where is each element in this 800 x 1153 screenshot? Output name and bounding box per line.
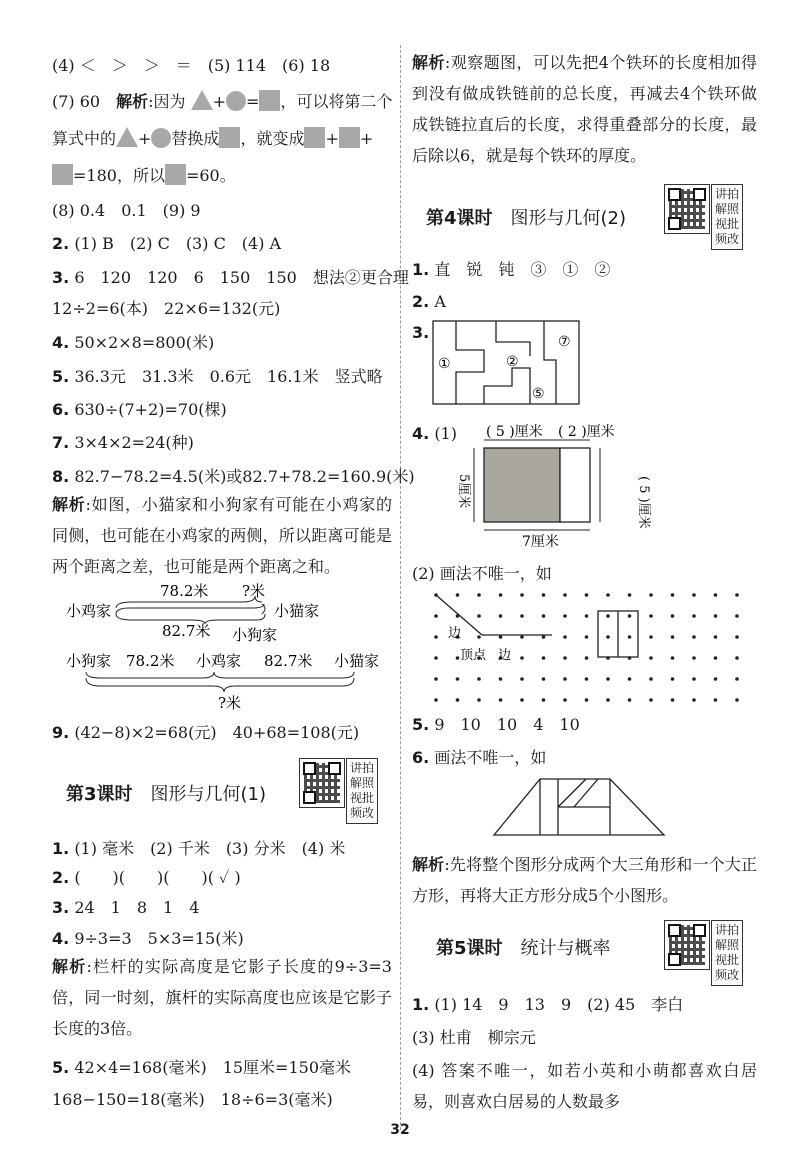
- qr-caption: 讲拍 解照 视批 频改: [711, 920, 743, 986]
- angle-label: 顶点: [460, 648, 487, 663]
- answer-line: (7) 60 解析:因为 + = ，可以将第二个: [52, 92, 393, 111]
- square-shape: [339, 127, 360, 148]
- fig1-label: 小狗家: [232, 626, 278, 644]
- grid-dot: [477, 677, 481, 681]
- answer-line: 3. 24 1 8 1 4: [52, 898, 200, 917]
- maze-label: ⑦: [558, 334, 571, 350]
- lesson-5-header: [412, 912, 757, 982]
- grid-dot: [649, 677, 653, 681]
- grid-dot: [477, 614, 481, 618]
- answer-line: 3.: [412, 323, 430, 342]
- dimension-label: ( 5 )厘米: [486, 424, 543, 440]
- distance-diagram-2: [52, 650, 392, 712]
- answer-line: 2. A: [412, 292, 446, 311]
- grid-dot: [563, 635, 567, 639]
- answer-line: 4. 50×2×8=800(米): [52, 333, 215, 352]
- square-shape: [52, 164, 73, 185]
- grid-dot: [499, 593, 503, 597]
- grid-dot: [520, 593, 524, 597]
- grid-dot: [735, 614, 739, 618]
- grid-dot: [499, 635, 503, 639]
- grid-dot: [520, 698, 524, 702]
- grid-dot: [563, 614, 567, 618]
- explanation: 解析:先将整个图形分成两个大三角形和一个大正方形，再将大正方形分成5个小图形。: [412, 855, 757, 905]
- grid-dot: [456, 677, 460, 681]
- answer-line: 5. 42×4=168(毫米) 15厘米=150毫米: [52, 1058, 351, 1077]
- grid-dot: [649, 698, 653, 702]
- grid-dot: [692, 635, 696, 639]
- triangle-shape: [191, 90, 213, 110]
- grid-dot: [735, 656, 739, 660]
- square-shape: [165, 164, 186, 185]
- answer-line: 5. 36.3元 31.3米 0.6元 16.1米 竖式略: [52, 367, 383, 386]
- grid-dot: [735, 698, 739, 702]
- grid-dot: [606, 698, 610, 702]
- answer-line: 4. 9÷3=3 5×3=15(米): [52, 929, 244, 948]
- grid-dot: [563, 593, 567, 597]
- column-divider: [400, 45, 401, 1130]
- grid-dot: [692, 698, 696, 702]
- distance-diagram-1: [52, 578, 392, 648]
- grid-dot: [671, 677, 675, 681]
- explanation: 解析:如图，小猫家和小狗家有可能在小鸡家的同侧，也可能在小鸡家的两侧，所以距离可能是两个距离之差，也可能是两个距离之和。: [52, 495, 392, 576]
- grid-dot: [499, 614, 503, 618]
- grid-dot: [520, 635, 524, 639]
- grid-dot: [499, 677, 503, 681]
- grid-dot: [434, 656, 438, 660]
- fig2-label: ?米: [218, 694, 242, 712]
- dimension-label: 7厘米: [522, 534, 559, 548]
- dot-grid-figure: [426, 587, 746, 707]
- answer-line: (3) 杜甫 柳宗元: [412, 1028, 536, 1047]
- grid-dot: [671, 593, 675, 597]
- answer-line: (8) 0.4 0.1 (9) 9: [52, 201, 201, 220]
- page-number: 32: [390, 1122, 410, 1138]
- grid-dot: [520, 677, 524, 681]
- grid-dot: [585, 635, 589, 639]
- grid-dot: [649, 635, 653, 639]
- answer-line: 9. (42−8)×2=68(元) 40+68=108(元): [52, 723, 360, 742]
- answer-line: 1. (1) 毫米 (2) 千米 (3) 分米 (4) 米: [52, 839, 346, 858]
- explanation: 解析:栏杆的实际高度是它影子长度的9÷3=3倍，同一时刻，旗杆的实际高度也应该是它影子长度的3倍。: [52, 957, 392, 1038]
- lesson-4-header: [412, 182, 757, 252]
- lesson-3-header: [52, 758, 392, 828]
- fig1-label: 小鸡家: [66, 602, 112, 620]
- grid-dot: [434, 614, 438, 618]
- grid-dot: [499, 698, 503, 702]
- grid-dot: [628, 593, 632, 597]
- grid-dot: [456, 698, 460, 702]
- grid-dot: [649, 614, 653, 618]
- fig1-label: 小猫家: [274, 602, 320, 620]
- square-shape: [219, 127, 240, 148]
- fig2-label: 小猫家: [334, 652, 380, 670]
- grid-dot: [477, 698, 481, 702]
- grid-dot: [585, 614, 589, 618]
- qr-code-icon[interactable]: [299, 758, 345, 808]
- answer-line: 2. ( )( )( )( ✓ ): [52, 868, 241, 887]
- square-shape: [259, 90, 280, 111]
- rectangle-figure: [452, 420, 652, 548]
- grid-dot: [477, 593, 481, 597]
- grid-dot: [456, 593, 460, 597]
- grid-dot: [585, 677, 589, 681]
- grid-dot: [628, 635, 632, 639]
- grid-dot: [542, 677, 546, 681]
- maze-figure: [432, 320, 582, 406]
- answer-line: 168−150=18(毫米) 18÷6=3(毫米): [52, 1090, 333, 1109]
- grid-dot: [714, 593, 718, 597]
- lesson-title: 第4课时 图形与几何(2): [426, 208, 627, 229]
- answer-line: 1. (1) 14 9 13 9 (2) 45 李白: [412, 995, 684, 1014]
- grid-dot: [735, 677, 739, 681]
- grid-dot: [585, 593, 589, 597]
- grid-dot: [649, 656, 653, 660]
- grid-dot: [456, 656, 460, 660]
- answer-line: 3. 6 120 120 6 150 150 想法②更合理: [52, 268, 409, 287]
- grid-dot: [520, 614, 524, 618]
- qr-caption: 讲拍 解照 视批 频改: [346, 758, 378, 824]
- grid-dot: [520, 656, 524, 660]
- trapezoid-figure: [492, 777, 667, 839]
- fig1-label: 82.7米: [162, 622, 211, 640]
- grid-dot: [714, 614, 718, 618]
- grid-dot: [692, 677, 696, 681]
- grid-dot: [671, 656, 675, 660]
- answer-line: (4) 答案不唯一，如若小英和小萌都喜欢白居易，则喜欢白居易的人数最多: [412, 1061, 757, 1111]
- answer-line: =180，所以 =60。: [52, 164, 236, 187]
- fig2-label: 小鸡家: [196, 652, 242, 670]
- answer-line: 5. 9 10 10 4 10: [412, 715, 580, 734]
- answer-line: (2) 画法不唯一，如: [412, 564, 552, 583]
- grid-dot: [542, 635, 546, 639]
- grid-dot: [563, 656, 567, 660]
- grid-dot: [628, 614, 632, 618]
- grid-dot: [692, 614, 696, 618]
- lesson-title: 第3课时 图形与几何(1): [66, 784, 267, 805]
- angle-label: 边: [448, 626, 462, 641]
- grid-dot: [585, 656, 589, 660]
- grid-dot: [692, 656, 696, 660]
- answer-line: 8. 82.7−78.2=4.5(米)或82.7+78.2=160.9(米): [52, 467, 415, 486]
- grid-dot: [477, 635, 481, 639]
- angle-label: 边: [498, 648, 512, 663]
- dimension-label: 5厘米: [456, 474, 471, 509]
- answer-line: 6. 画法不唯一，如: [412, 748, 547, 767]
- qr-caption: 讲拍 解照 视批 频改: [711, 184, 743, 250]
- explanation: 解析:观察题图，可以先把4个铁环的长度相加得到没有做成铁链前的总长度，再减去4个铁环做成铁链拉直后的长度，求得重叠部分的长度，最后除以6，就是每个铁环的厚度。: [412, 53, 757, 165]
- grid-dot: [692, 593, 696, 597]
- grid-dot: [563, 698, 567, 702]
- grid-dot: [628, 698, 632, 702]
- grid-dot: [434, 635, 438, 639]
- grid-dot: [671, 635, 675, 639]
- fig2-label: 78.2米: [126, 652, 175, 670]
- answer-line: 6. 630÷(7+2)=70(棵): [52, 400, 227, 419]
- answer-line: 4. (1): [412, 424, 457, 443]
- lesson-title: 第5课时 统计与概率: [436, 938, 611, 959]
- answer-line: 12÷2=6(本) 22×6=132(元): [52, 299, 281, 318]
- fig1-label: ?米: [242, 582, 266, 600]
- grid-dot: [714, 656, 718, 660]
- grid-dot: [542, 656, 546, 660]
- grid-dot: [606, 593, 610, 597]
- grid-dot: [671, 698, 675, 702]
- answer-line: (4) ＜ ＞ ＞ ＝ (5) 114 (6) 18: [52, 56, 331, 75]
- grid-dot: [542, 614, 546, 618]
- fig2-label: 小狗家: [66, 652, 112, 670]
- triangle-shape: [116, 127, 138, 147]
- circle-shape: [151, 128, 171, 148]
- grid-dot: [649, 593, 653, 597]
- fig1-label: 78.2米: [160, 582, 209, 600]
- grid-dot: [434, 698, 438, 702]
- grid-dot: [628, 677, 632, 681]
- grid-dot: [606, 614, 610, 618]
- grid-dot: [714, 635, 718, 639]
- grid-dot: [606, 635, 610, 639]
- grid-dot: [542, 698, 546, 702]
- grid-dot: [714, 677, 718, 681]
- maze-label: ②: [506, 354, 519, 370]
- grid-dot: [735, 635, 739, 639]
- grid-dot: [434, 677, 438, 681]
- grid-dot: [735, 593, 739, 597]
- fig2-label: 82.7米: [264, 652, 313, 670]
- qr-code-icon[interactable]: [664, 184, 710, 234]
- grid-dot: [563, 677, 567, 681]
- circle-shape: [226, 91, 246, 111]
- grid-dot: [585, 698, 589, 702]
- maze-label: ①: [438, 356, 451, 372]
- answer-line: 2. (1) B (2) C (3) C (4) A: [52, 234, 282, 253]
- dimension-label: ( 2 )厘米: [558, 424, 615, 440]
- grid-dot: [542, 593, 546, 597]
- answer-line: 1. 直 锐 钝 ③ ① ②: [412, 260, 611, 279]
- maze-label: ⑤: [532, 386, 545, 402]
- answer-line: 算式中的 + 替换成 ，就变成 + +: [52, 129, 374, 148]
- qr-code-icon[interactable]: [664, 920, 710, 970]
- grid-dot: [606, 677, 610, 681]
- grid-dot: [671, 614, 675, 618]
- answer-line: 7. 3×4×2=24(种): [52, 433, 194, 452]
- grid-dot: [714, 698, 718, 702]
- square-shape: [304, 127, 325, 148]
- dimension-label: ( 5 )厘米: [636, 476, 651, 529]
